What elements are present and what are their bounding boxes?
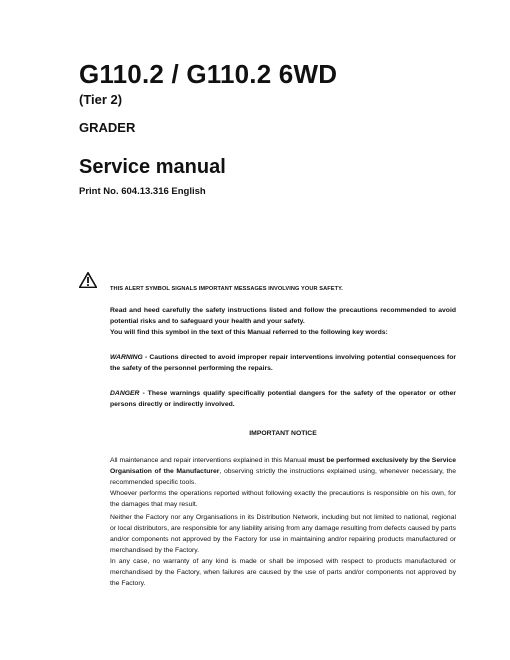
warning-term: WARNING [110, 354, 143, 361]
document-type: Service manual [79, 156, 226, 178]
notice-paragraph-1 [110, 455, 456, 488]
document-title: G110.2 / G110.2 6WD [79, 59, 338, 89]
tier-subtitle: (Tier 2) [79, 92, 123, 107]
notice-paragraph-group-1 [110, 455, 456, 510]
notice-paragraph-3: Neither the Factory nor any Organisations in its Distribution Network, including but not limited to national, regional or local distributors, are responsible for any liability arising from any damage resulting from defects caused by parts and/or components not approved by the Factory for use in maintaining and/or repairing products manufactured or merchandised by the Factory. [110, 514, 456, 554]
important-notice-heading: IMPORTANT NOTICE [249, 430, 317, 437]
key-words-intro: You will find this symbol in the text of this Manual referred to the following key words: [110, 329, 388, 336]
safety-intro [110, 305, 456, 338]
warning-triangle-icon [79, 272, 97, 288]
notice-paragraph-4: In any case, no warranty of any kind is made or shall be imposed with respect to products manufactured or merchandised by the Factory, when failures are caused by the use of parts and/or components not approved by the Factory. [110, 558, 456, 587]
notice-paragraph-2: Whoever performs the operations reported without following exactly the precautions is responsible on his own, for the damages that may result. [110, 490, 456, 508]
danger-term: DANGER [110, 390, 140, 397]
notice-p1-start: All maintenance and repair interventions explained in this Manual [110, 457, 309, 464]
notice-p1-bold: must be performed exclusively by the Service Organisation of the Manufacturer [110, 457, 456, 475]
print-number: Print No. 604.13.316 English [79, 186, 206, 197]
notice-paragraph-group-2 [110, 512, 456, 589]
alert-heading: THIS ALERT SYMBOL SIGNALS IMPORTANT MESSAGES INVOLVING YOUR SAFETY. [110, 286, 343, 292]
safety-intro-paragraph: Read and heed carefully the safety instructions listed and follow the precautions recommended to avoid potential risks and to safeguard your health and your safety. [110, 307, 456, 325]
warning-definition [110, 352, 456, 374]
danger-definition [110, 388, 456, 410]
notice-p1-end: , observing strictly the instructions explained using, whenever necessary, the recommended specific tools. [110, 468, 456, 486]
machine-type: GRADER [79, 120, 136, 135]
warning-text: - Cautions directed to avoid improper repair interventions involving potential consequences for the safety of the personnel performing the repairs. [110, 354, 456, 372]
danger-text: - These warnings qualify specifically potential dangers for the safety of the operator or other persons directly or indirectly involved. [110, 390, 456, 408]
